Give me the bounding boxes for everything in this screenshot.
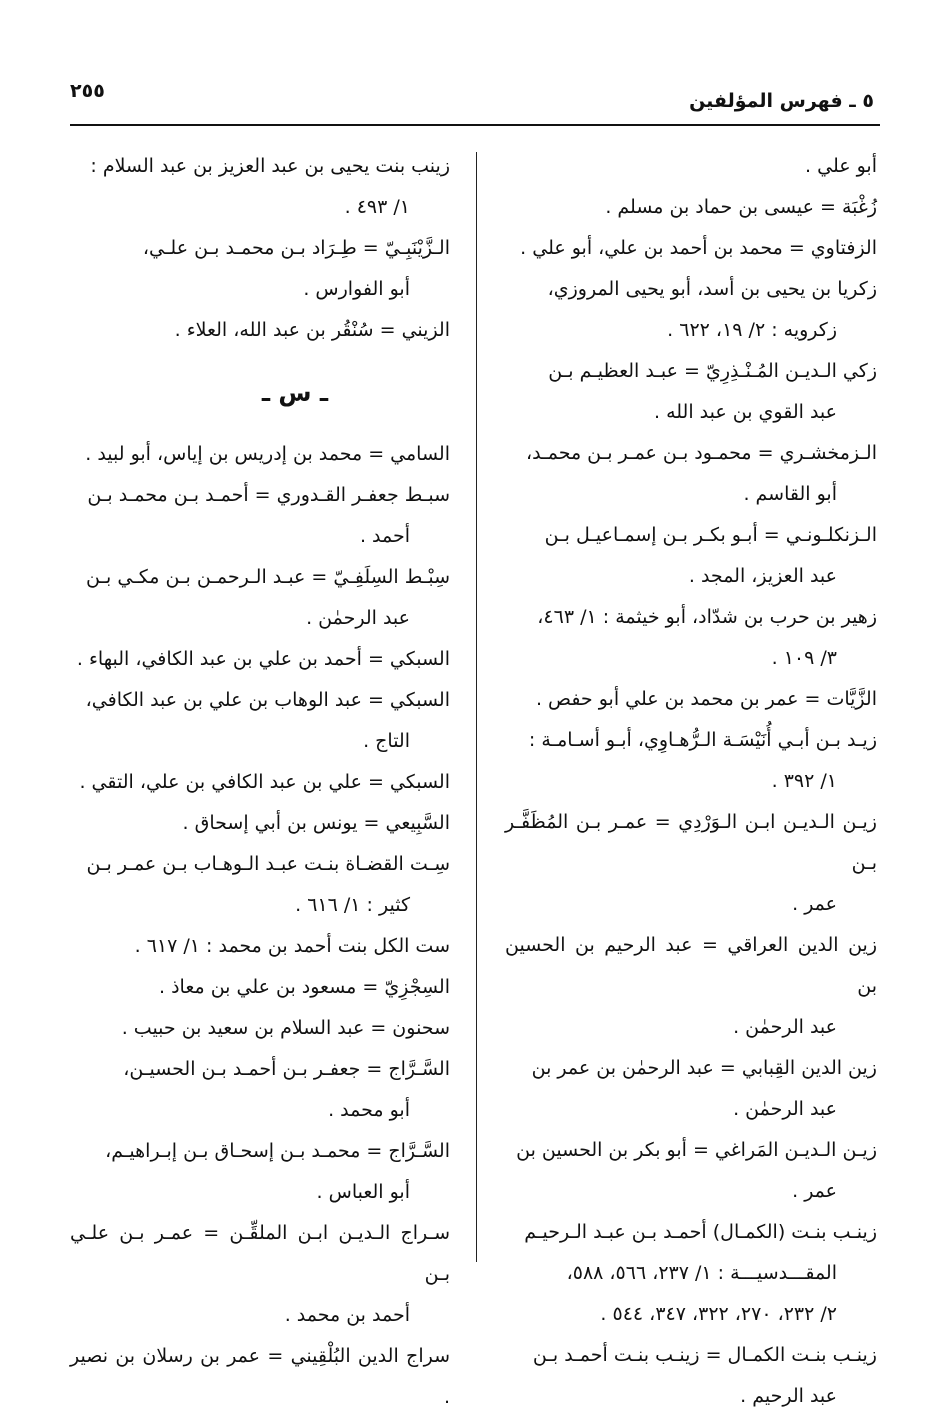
entry-continuation: كثير : ١/ ٦١٦ . xyxy=(295,894,410,916)
entry-text: زكريا بن يحيى بن أسد، أبو يحيى المروزي، xyxy=(547,278,877,300)
entry-continuation: أحمد . xyxy=(359,525,410,547)
index-entry xyxy=(70,926,450,967)
index-entry xyxy=(70,310,450,351)
entry-continuation: عبد الرحمٰن . xyxy=(733,1016,837,1038)
entry-text: زينـب بنـت (الكمـال) أحمـد بـن عبـد الـرحيـم xyxy=(524,1221,877,1243)
entry-text: السبكي = علي بن عبد الكافي بن علي، التقي . xyxy=(79,771,450,793)
index-entry xyxy=(70,1336,450,1418)
entry-text: الزفتاوي = محمد بن أحمد بن علي، أبو علي . xyxy=(520,237,877,259)
entry-continuation: عبد الرحمٰن . xyxy=(306,607,410,629)
entry-text: زُغْبَة = عيسى بن حماد بن مسلم . xyxy=(605,196,877,218)
index-entry xyxy=(70,557,450,639)
entry-text: السامي = محمد بن إدريس بن إياس، أبو لبيد . xyxy=(85,443,450,465)
entry-text: أبو علي . xyxy=(805,155,877,177)
header-rule xyxy=(70,124,880,126)
index-entry xyxy=(505,925,877,1048)
index-entry xyxy=(505,720,877,802)
entry-text: الزَّيَّات = عمر بن محمد بن علي أبو حفص . xyxy=(535,688,877,710)
index-entry xyxy=(70,803,450,844)
index-entry xyxy=(70,1131,450,1213)
entry-text: السَّـرَّاج = جعفـر بـن أحمـد بـن الحسيـن، xyxy=(123,1058,450,1080)
index-entry xyxy=(505,1130,877,1212)
index-entry xyxy=(505,597,877,679)
entry-text: سـراج الـديـن ابـن الملقِّـن = عمـر بـن علـي بـن xyxy=(70,1222,450,1285)
entry-text: السبكي = عبد الوهاب بن علي بن عبد الكافي، xyxy=(85,689,450,711)
entry-continuation: أحمد بن محمد . xyxy=(284,1304,410,1326)
entry-continuation: عبد الرحيم . xyxy=(740,1385,837,1407)
index-entry xyxy=(70,680,450,762)
entry-text: الـزمخشـري = محمـود بـن عمـر بـن محمـد، xyxy=(526,442,877,464)
entry-continuation: ١/ ٣٩٢ . xyxy=(771,770,837,792)
index-entry xyxy=(505,146,877,187)
entry-text: زكي الـديـن المُـنْـذِرِيّ = عبـد العظيـم بـن xyxy=(548,360,877,382)
entry-text: زينـب بنـت الكمـال = زينـب بنـت أحمـد بـن xyxy=(532,1344,877,1366)
entry-continuation: ١/ ٤٩٣ . xyxy=(344,196,410,218)
entry-continuation: عبد العزيز، المجد . xyxy=(688,565,837,587)
entry-continuation: أبو الفوارس . xyxy=(303,278,410,300)
index-entry xyxy=(70,967,450,1008)
index-entry xyxy=(70,639,450,680)
entry-text: زيـد بـن أبـي أُنَيْسَـة الـرُّهـاوِي، أبـو أسـامـة : xyxy=(528,729,877,751)
entry-text: الـزنكلـونـي = أبـو بكـر بـن إسمـاعيـل بـن xyxy=(544,524,877,546)
entry-text: زيـن الـديـن ابـن الـوَرْدِي = عمـر بـن المُظَفَّـر بـن xyxy=(505,811,877,874)
index-entry xyxy=(505,515,877,597)
index-entry xyxy=(70,228,450,310)
index-entry xyxy=(505,433,877,515)
entry-continuation: ٢/ ٢٣٢، ٢٧٠، ٣٢٢، ٣٤٧، ٥٤٤ . xyxy=(600,1303,837,1325)
entry-text: زين الدين العراقي = عبد الرحيم بن الحسين بن xyxy=(505,934,877,997)
index-entry xyxy=(70,1049,450,1131)
index-entry xyxy=(505,802,877,925)
index-entry xyxy=(505,679,877,720)
entry-text: الزيني = سُنْقُر بن عبد الله، العلاء . xyxy=(174,319,450,341)
index-entry xyxy=(505,1212,877,1335)
index-entry xyxy=(505,351,877,433)
index-entry xyxy=(505,269,877,351)
entry-continuation: عمر . xyxy=(792,1180,837,1202)
entry-text: الـزَّيْنَبِـيّ = طِـرَاد بـن محمـد بـن علـي، xyxy=(142,237,450,259)
entry-text: سِبْـط السِلَفِـيّ = عبـد الـرحمـن بـن مكـي بـن xyxy=(86,566,450,588)
entry-text: سبـط جعفـر القـدوري = أحمـد بـن محمـد بـن xyxy=(87,484,450,506)
entry-text: سحنون = عبد السلام بن سعيد بن حبيب . xyxy=(121,1017,450,1039)
entry-text: السبكي = أحمد بن علي بن عبد الكافي، البهاء . xyxy=(76,648,450,670)
entry-text: زين الدين القِبابي = عبد الرحمٰن بن عمر بن xyxy=(531,1057,877,1079)
entry-continuation: أبو العباس . xyxy=(316,1181,410,1203)
index-entry xyxy=(505,1048,877,1130)
index-entry xyxy=(505,187,877,228)
entry-continuation: عمر . xyxy=(792,893,837,915)
entry-text: ست الكل بنت أحمد بن محمد : ١/ ٦١٧ . xyxy=(134,935,450,957)
entry-continuation: المقـــدسيـــة : ١/ ٢٣٧، ٥٦٦، ٥٨٨، xyxy=(566,1262,837,1284)
column-divider xyxy=(476,152,477,1262)
entry-continuation: زكرويه : ٢/ ١٩، ٦٢٢ . xyxy=(667,319,837,341)
entry-continuation: أبو محمد . xyxy=(328,1099,410,1121)
index-entry xyxy=(505,228,877,269)
entry-text: زهير بن حرب بن شدّاد، أبو خيثمة : ١/ ٤٦٣، xyxy=(537,606,877,628)
entry-continuation: أبو القاسم . xyxy=(743,483,837,505)
index-entry xyxy=(70,1008,450,1049)
right-column xyxy=(505,146,877,1417)
entry-text: سِـت القضـاة بنـت عبـد الـوهـاب بـن عمـر بـن xyxy=(86,853,450,875)
entry-text: زينب بنت يحيى بن عبد العزيز بن عبد السلام : xyxy=(90,155,450,177)
entry-continuation: عبد الرحمٰن . xyxy=(733,1098,837,1120)
entry-continuation: التاج . xyxy=(363,730,410,752)
entry-text: السِجْزِيّ = مسعود بن علي بن معاذ . xyxy=(158,976,450,998)
index-entry xyxy=(505,1335,877,1417)
index-entry xyxy=(70,844,450,926)
entry-text: زيـن الـديـن المَراغي = أبو بكر بن الحسين بن xyxy=(516,1139,877,1161)
entry-text: السَّبِيعي = يونس بن أبي إسحاق . xyxy=(182,812,450,834)
entry-text: السَّـرَّاج = محمـد بـن إسحـاق بـن إبـراهيـم، xyxy=(105,1140,450,1162)
left-column xyxy=(70,146,450,1418)
index-entry xyxy=(70,475,450,557)
index-entry xyxy=(70,762,450,803)
section-title: ٥ ـ فهرس المؤلفين xyxy=(689,90,874,112)
index-entry xyxy=(70,146,450,228)
letter-heading: ـ س ـ xyxy=(261,379,329,407)
index-entry xyxy=(70,1213,450,1336)
entry-continuation: عبد القوي بن عبد الله . xyxy=(654,401,837,423)
index-entry xyxy=(70,434,450,475)
entry-continuation: ٣/ ١٠٩ . xyxy=(771,647,837,669)
entry-text: سراج الدين البُلْقِيني = عمر بن رسلان بن نصير . xyxy=(70,1345,450,1408)
page-number: ٢٥٥ xyxy=(70,80,105,102)
